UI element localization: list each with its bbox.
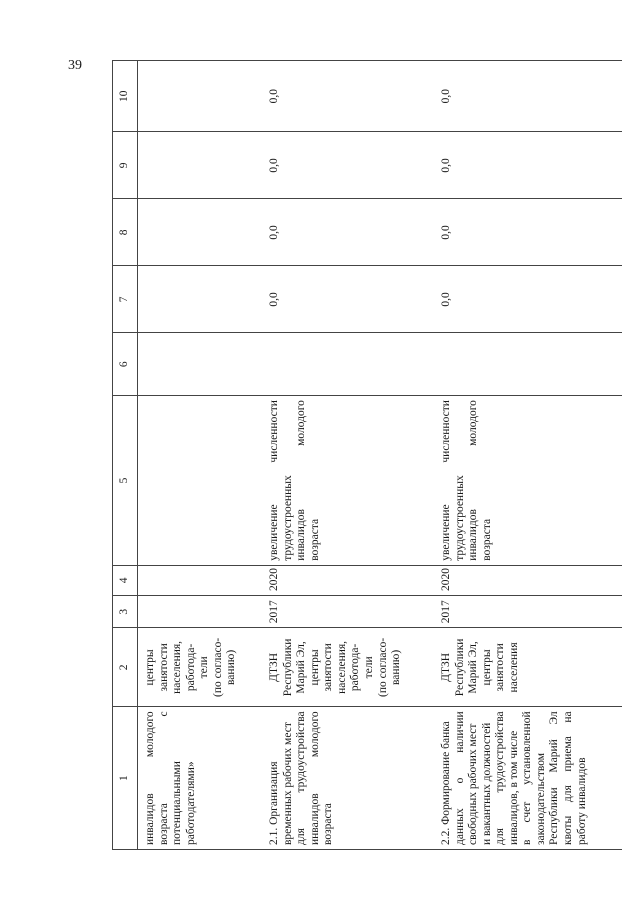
cell-word: установленной	[521, 711, 534, 785]
cell-col-9: 0,0	[434, 132, 622, 199]
cell-word: о	[453, 777, 466, 784]
cell-col-5	[262, 396, 434, 566]
cell-word: Эл	[548, 711, 561, 725]
cell-col-4	[138, 565, 263, 595]
cell-line	[440, 400, 454, 561]
cell-col-3: 2017	[434, 596, 622, 628]
cell-word: молодого	[295, 400, 308, 446]
cell-word: возраста	[157, 803, 170, 845]
cell-word: для	[562, 785, 575, 803]
cell-line: тели	[362, 656, 375, 679]
cell-word: молодого	[144, 711, 156, 758]
cell-line	[467, 400, 481, 561]
cell-word: для	[295, 828, 308, 845]
cell-word: инвалидов	[308, 793, 321, 845]
cell-line: законодательством	[534, 752, 547, 845]
cell-col-7	[138, 266, 263, 333]
table-row-continuation	[138, 61, 263, 850]
cell-word: на	[562, 711, 575, 723]
cell-col-2	[434, 628, 622, 707]
cell-col-2	[138, 628, 263, 707]
cell-word: для	[494, 828, 507, 845]
cell-line: работода-	[349, 643, 362, 692]
column-header-4: 4	[113, 565, 138, 595]
cell-word: квоты	[562, 815, 575, 845]
cell-word: молодого	[308, 711, 321, 758]
column-header-3: 3	[113, 596, 138, 628]
program-activities-table	[112, 60, 622, 850]
cell-col-1	[262, 707, 434, 850]
cell-line: трудоустроенных	[453, 475, 466, 561]
column-header-10: 10	[113, 61, 138, 132]
cell-line: населения	[507, 642, 520, 693]
cell-word: инвалидов	[144, 793, 156, 845]
cell-line: (по согласо-	[211, 637, 224, 697]
cell-line: возраста	[308, 518, 321, 561]
page-number: 39	[68, 58, 82, 73]
cell-line: свободных рабочих мест	[467, 723, 480, 845]
column-header-9: 9	[113, 132, 138, 199]
cell-line: Республики	[453, 638, 466, 697]
cell-line: работу инвалидов	[575, 757, 588, 845]
cell-line	[295, 711, 309, 845]
cell-word: трудоустройства	[494, 711, 507, 793]
cell-line: инвалидов, в том числе	[507, 730, 520, 845]
cell-col-8: 0,0	[262, 199, 434, 266]
cell-col-8	[138, 199, 263, 266]
cell-line	[158, 711, 172, 845]
cell-col-1	[138, 707, 263, 850]
cell-line: Республики	[281, 638, 294, 697]
cell-line: ДТЗН	[439, 652, 452, 682]
cell-line: населения,	[171, 640, 184, 694]
cell-col-3	[138, 596, 263, 628]
cell-line: населения,	[335, 640, 348, 694]
cell-col-3: 2017	[262, 596, 434, 628]
cell-col-2	[262, 628, 434, 707]
cell-line: тели	[198, 656, 211, 679]
cell-word: трудоустройства	[295, 711, 308, 793]
cell-word: наличии	[453, 711, 466, 753]
cell-line: Марий Эл,	[295, 641, 308, 694]
cell-line: 2.1. Организация	[268, 761, 281, 845]
cell-line: ДТЗН	[268, 652, 281, 682]
cell-line: трудоустроенных	[281, 475, 294, 561]
cell-line	[295, 400, 309, 561]
cell-word: данных	[453, 808, 466, 845]
cell-word: Марий	[548, 739, 561, 773]
cell-word: счет	[521, 801, 534, 823]
cell-word: с	[157, 711, 170, 717]
cell-line: возраста	[322, 803, 335, 845]
cell-line	[548, 711, 562, 845]
column-header-2: 2	[113, 628, 138, 707]
cell-line: работодателями»	[184, 761, 197, 845]
cell-line: и вакантных должностей	[480, 722, 493, 845]
cell-line: Марий Эл,	[467, 641, 480, 694]
cell-line: ванию)	[225, 649, 238, 685]
cell-line: ванию)	[390, 649, 403, 685]
cell-line: центры	[144, 649, 156, 686]
cell-line: центры	[480, 649, 493, 686]
column-header-7: 7	[113, 266, 138, 333]
cell-line	[494, 711, 508, 845]
cell-col-8: 0,0	[434, 199, 622, 266]
cell-col-10: 0,0	[434, 61, 622, 132]
cell-word: приема	[562, 736, 575, 772]
table-row-2-2	[434, 61, 622, 850]
cell-line: потенциальными	[171, 761, 184, 845]
cell-col-5	[138, 396, 263, 566]
cell-col-1	[434, 707, 622, 850]
cell-line: центры	[308, 649, 321, 686]
column-header-6: 6	[113, 333, 138, 396]
cell-col-9: 0,0	[262, 132, 434, 199]
cell-line: возраста	[480, 518, 493, 561]
cell-line	[454, 711, 468, 845]
cell-col-6	[262, 333, 434, 396]
cell-col-6	[434, 333, 622, 396]
column-header-8: 8	[113, 199, 138, 266]
cell-col-5	[434, 396, 622, 566]
cell-col-10: 0,0	[262, 61, 434, 132]
cell-line: (по согласо-	[376, 637, 389, 697]
cell-line: занятости	[494, 643, 507, 692]
cell-line	[521, 711, 535, 845]
cell-col-4: 2020	[434, 565, 622, 595]
column-header-1: 1	[113, 707, 138, 850]
cell-word: молодого	[467, 400, 480, 446]
cell-word: Республики	[548, 787, 561, 845]
cell-word: численности	[268, 400, 281, 463]
cell-line: работода-	[184, 643, 197, 692]
cell-col-7: 0,0	[434, 266, 622, 333]
cell-line	[268, 400, 282, 561]
cell-line: временных рабочих мест	[281, 722, 294, 845]
cell-line: 2.2. Формирование банка	[439, 721, 452, 845]
cell-col-9	[138, 132, 263, 199]
cell-line: занятости	[157, 643, 170, 692]
cell-col-7: 0,0	[262, 266, 434, 333]
cell-line	[144, 711, 158, 845]
cell-word: в	[521, 839, 534, 845]
cell-line: занятости	[322, 643, 335, 692]
cell-col-10	[138, 61, 263, 132]
cell-col-4: 2020	[262, 565, 434, 595]
cell-word: увеличение	[439, 504, 452, 561]
header-row	[113, 61, 138, 850]
table-row-2-1	[262, 61, 434, 850]
column-header-5: 5	[113, 396, 138, 566]
cell-word: численности	[439, 400, 452, 463]
cell-line	[562, 711, 576, 845]
table-body	[138, 61, 623, 850]
cell-word: инвалидов	[295, 509, 308, 561]
cell-col-6	[138, 333, 263, 396]
cell-line	[309, 711, 323, 845]
cell-word: инвалидов	[467, 509, 480, 561]
cell-word: увеличение	[268, 504, 281, 561]
